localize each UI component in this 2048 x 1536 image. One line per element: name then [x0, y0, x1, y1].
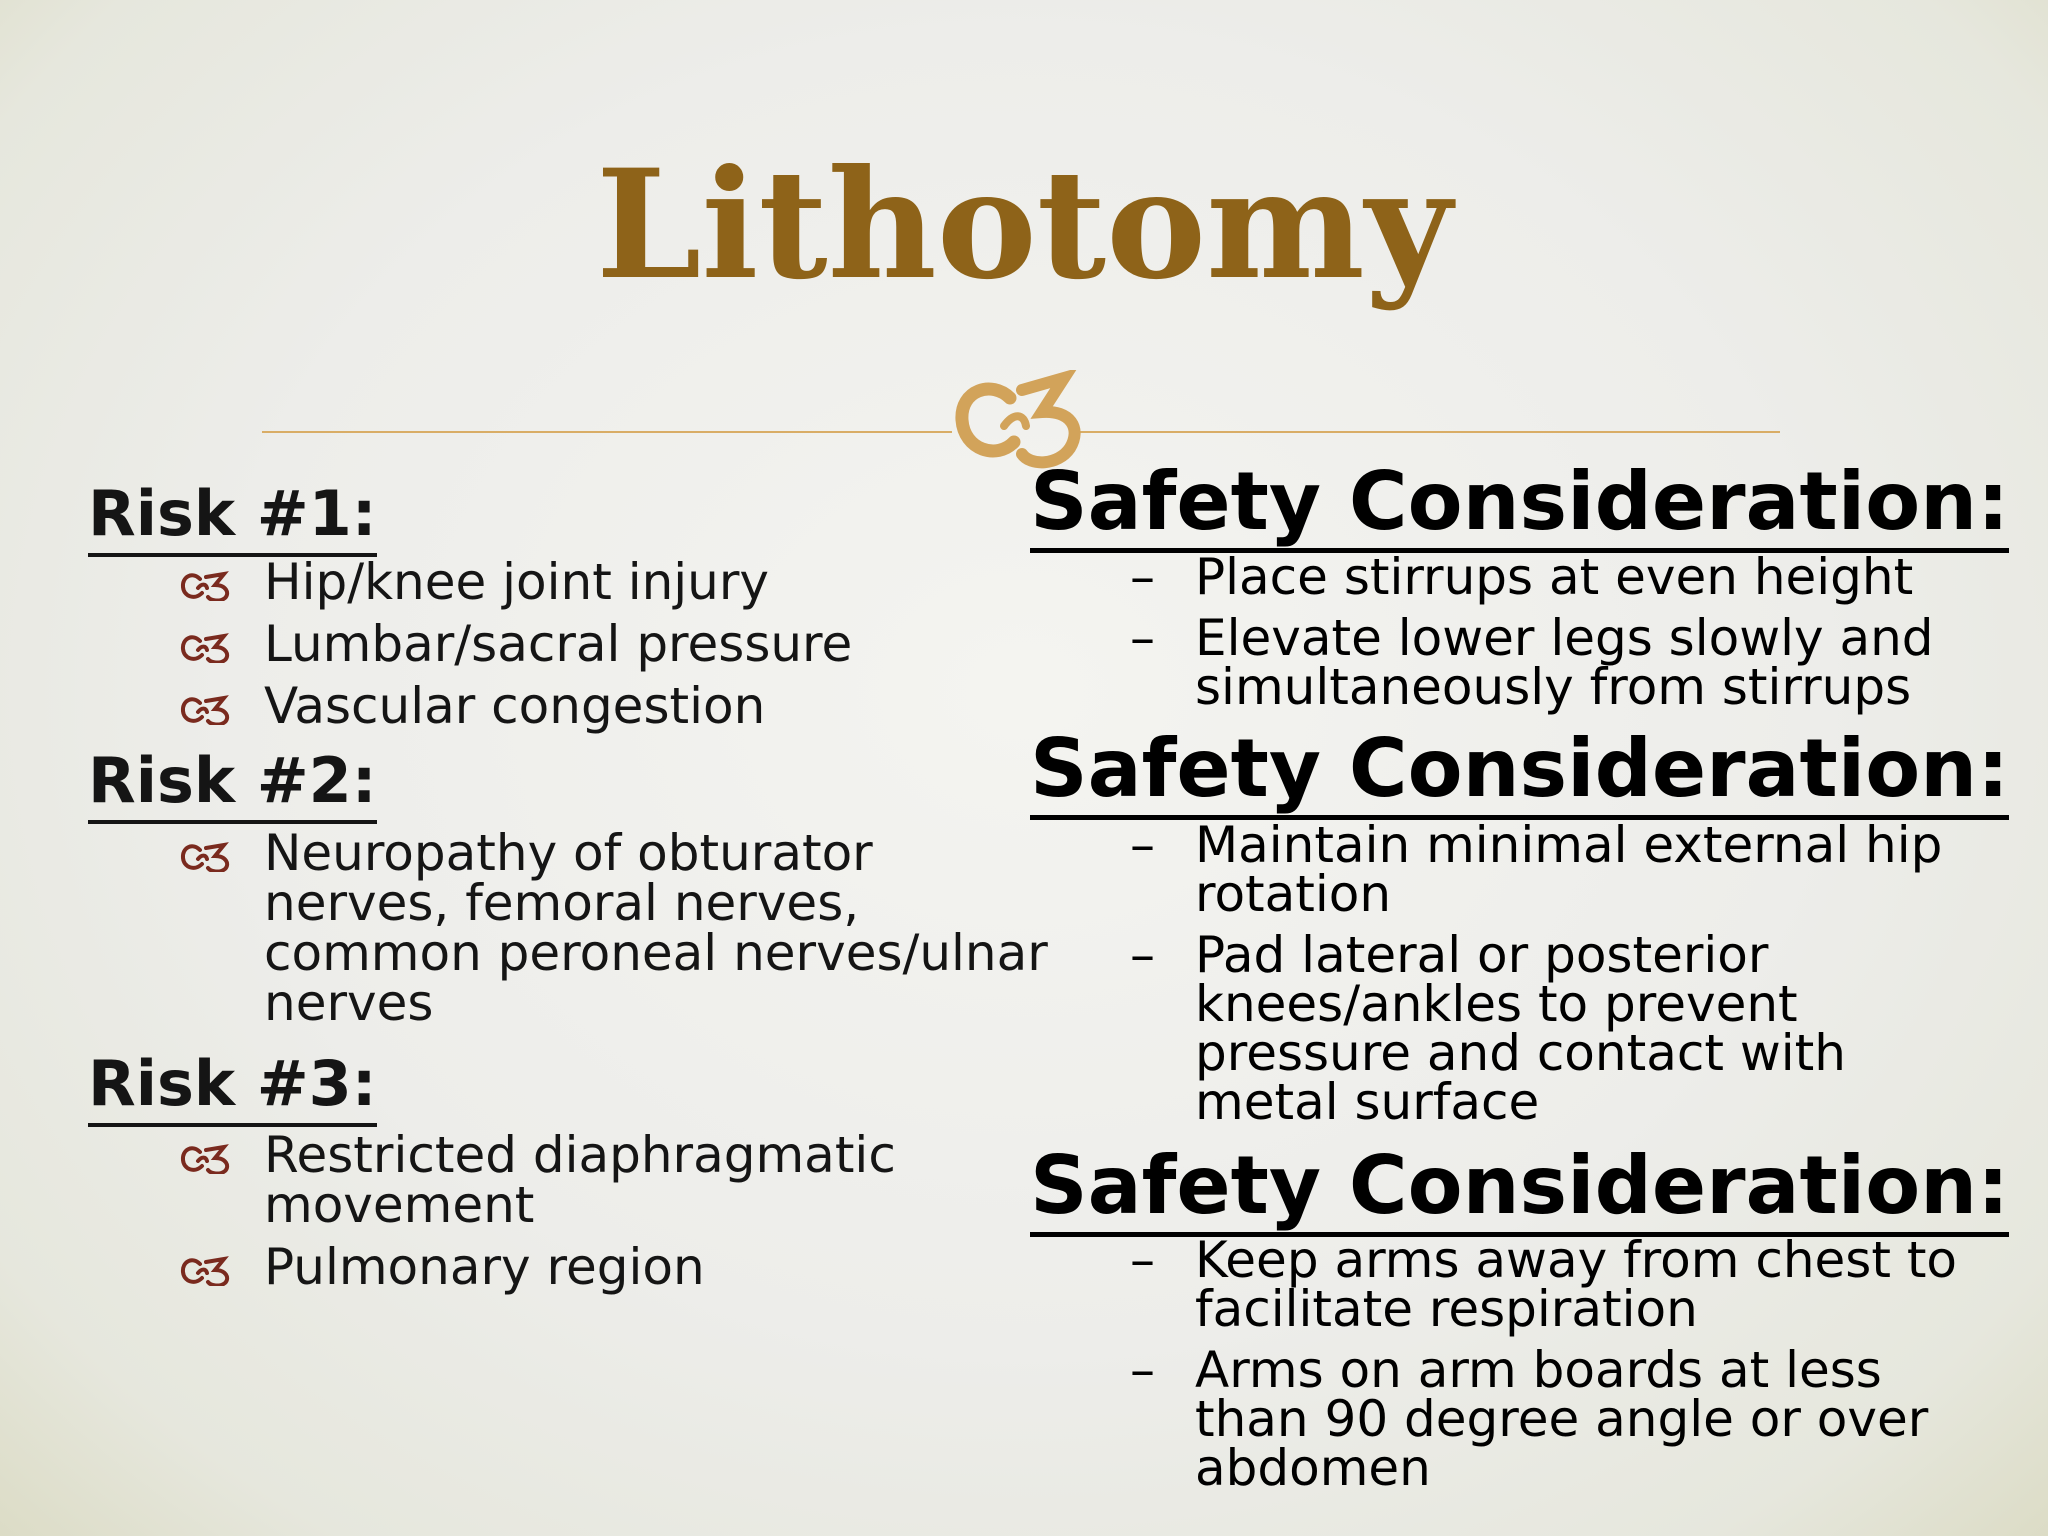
- slide-title: Lithotomy: [595, 137, 1453, 313]
- risk-2-heading: Risk #2:: [88, 750, 377, 824]
- safety-3-heading: Safety Consideration:: [1030, 1146, 2009, 1237]
- list-item: [180, 553, 1164, 611]
- list-item: [180, 824, 1054, 1032]
- risk-1-heading: Risk #1:: [88, 483, 377, 557]
- safety-item-text: Keep arms away from chest to facilitate respiration: [1195, 1231, 1958, 1338]
- title-divider-left: [262, 431, 952, 433]
- flourish-bullet-icon: [180, 571, 232, 601]
- safety-2-list: [1130, 816, 2000, 1139]
- list-item: [1130, 1341, 2000, 1497]
- dash-bullet: –: [1130, 548, 1155, 606]
- list-item: [180, 615, 1164, 673]
- risk-3-list: [180, 1126, 1164, 1304]
- risk-item-text: Lumbar/sacral pressure: [264, 615, 853, 673]
- title-divider-right: [1080, 431, 1780, 433]
- risk-item-text: Restricted diaphragmatic movement: [264, 1126, 896, 1234]
- safety-3-list: [1130, 1231, 2000, 1505]
- list-item: [1130, 609, 1950, 716]
- risk-item-text: Neuropathy of obturator nerves, femoral nerves, common peroneal nerves/ulnar nerves: [264, 824, 1048, 1032]
- risk-2-list: [180, 824, 1054, 1040]
- list-item: [1130, 926, 2000, 1131]
- flourish-bullet-icon: [180, 1144, 232, 1174]
- safety-2-heading: Safety Consideration:: [1030, 729, 2009, 820]
- safety-item-text: Place stirrups at even height: [1195, 548, 1914, 606]
- risk-1-list: [180, 553, 1164, 743]
- safety-item-text: Arms on arm boards at less than 90 degree angle or over abdomen: [1195, 1341, 1929, 1497]
- list-item: [180, 1126, 964, 1234]
- dash-bullet: –: [1130, 1341, 1155, 1399]
- safety-1-list: [1130, 548, 2000, 724]
- risk-item-text: Hip/knee joint injury: [264, 553, 770, 611]
- safety-item-text: Elevate lower legs slowly and simultaneously from stirrups: [1195, 609, 1934, 716]
- dash-bullet: –: [1130, 926, 1155, 984]
- safety-1-heading: Safety Consideration:: [1030, 462, 2009, 553]
- flourish-bullet-icon: [180, 633, 232, 663]
- flourish-bullet-icon: [180, 1256, 232, 1286]
- list-item: [1130, 548, 2000, 606]
- list-item: [1130, 816, 1950, 923]
- flourish-bullet-icon: [180, 695, 232, 725]
- dash-bullet: –: [1130, 1231, 1155, 1289]
- list-item: [180, 677, 1164, 735]
- risk-3-heading: Risk #3:: [88, 1053, 377, 1127]
- list-item: [1130, 1231, 2000, 1338]
- dash-bullet: –: [1130, 816, 1155, 874]
- flourish-bullet-icon: [180, 842, 232, 872]
- safety-item-text: Pad lateral or posterior knees/ankles to prevent pressure and contact with metal surface: [1195, 926, 1846, 1131]
- dash-bullet: –: [1130, 609, 1155, 667]
- risk-item-text: Pulmonary region: [264, 1238, 705, 1296]
- safety-item-text: Maintain minimal external hip rotation: [1195, 816, 1943, 923]
- risk-item-text: Vascular congestion: [264, 677, 766, 735]
- list-item: [180, 1238, 1164, 1296]
